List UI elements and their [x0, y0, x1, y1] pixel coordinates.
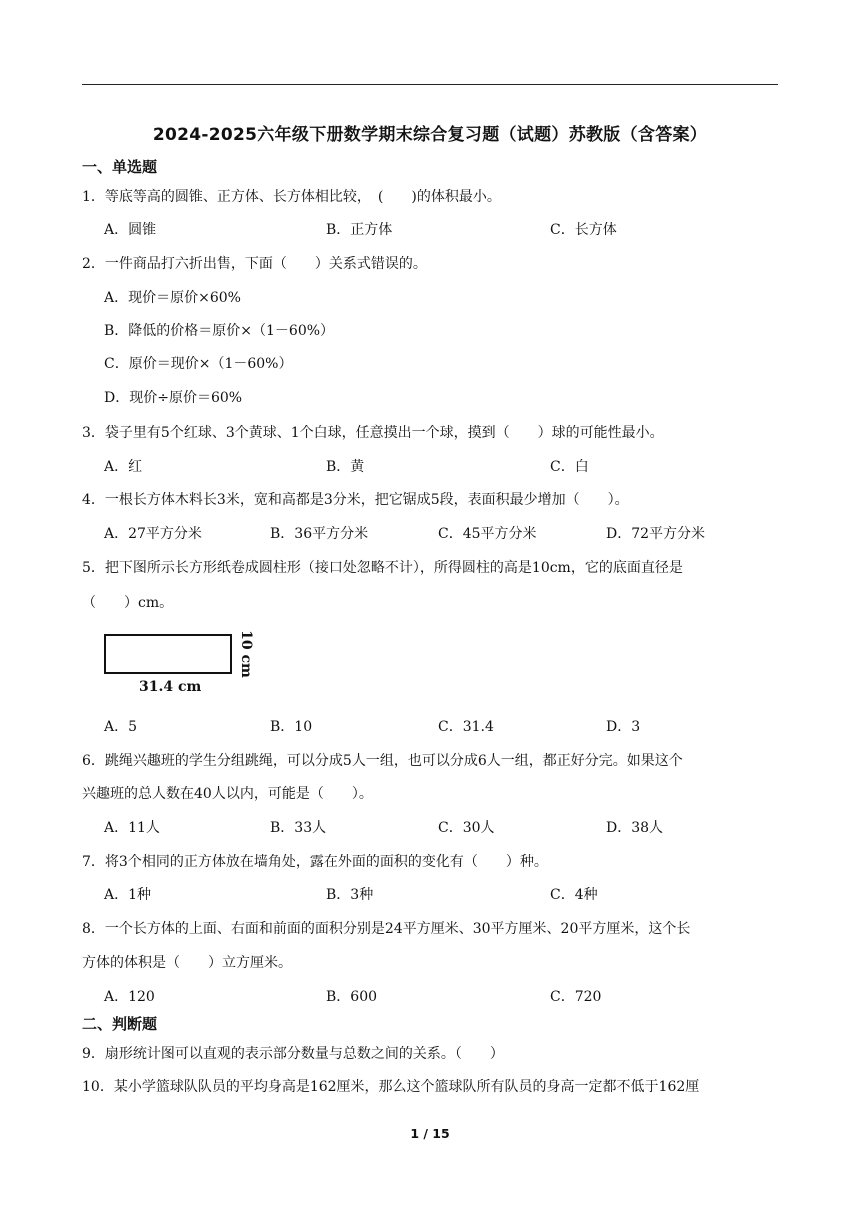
q8-option-c[interactable]: C．720: [550, 989, 602, 1005]
question-5-line-2: （ ）cm。: [82, 595, 174, 611]
question-8-line-2: 方体的体积是（ ）立方厘米。: [82, 955, 292, 971]
question-8-line-1: 8．一个长方体的上面、右面和前面的面积分别是24平方厘米、30平方厘米、20平方厘米，这个长: [82, 921, 691, 937]
q8-option-a[interactable]: A．120: [104, 989, 155, 1005]
question-1: 1．等底等高的圆锥、正方体、长方体相比较， ( )的体积最小。: [82, 189, 501, 205]
question-3: 3．袋子里有5个红球、3个黄球、1个白球，任意摸出一个球，摸到（ ）球的可能性最小。: [82, 425, 664, 441]
section-heading-single-choice: 一、单选题: [82, 158, 158, 176]
q6-option-a[interactable]: A．11人: [104, 820, 160, 836]
q2-option-d[interactable]: D．现价÷原价＝60%: [104, 390, 243, 406]
q7-option-c[interactable]: C．4种: [550, 887, 598, 903]
q1-option-c[interactable]: C．长方体: [550, 222, 617, 238]
q7-option-a[interactable]: A．1种: [104, 887, 152, 903]
question-4: 4．一根长方体木料长3米，宽和高都是3分米，把它锯成5段，表面积最少增加（ ）。: [82, 492, 629, 508]
figure-height-label-wrap: [237, 632, 255, 676]
q4-option-a[interactable]: A．27平方分米: [104, 526, 202, 542]
q6-option-d[interactable]: D．38人: [606, 820, 664, 836]
document-title: 2024-2025六年级下册数学期末综合复习题（试题）苏教版（含答案）: [152, 125, 708, 145]
q4-option-c[interactable]: C．45平方分米: [438, 526, 537, 542]
question-5-line-1: 5．把下图所示长方形纸卷成圆柱形（接口处忽略不计），所得圆柱的高是10cm，它的底面直径是: [82, 560, 683, 576]
q1-option-a[interactable]: A．圆锥: [104, 222, 157, 238]
question-9: 9．扇形统计图可以直观的表示部分数量与总数之间的关系。（ ）: [82, 1046, 504, 1062]
page-number: 1 / 15: [410, 1126, 450, 1141]
q4-option-d[interactable]: D．72平方分米: [606, 526, 706, 542]
figure-height-label: 10 cm: [238, 630, 254, 678]
q3-option-a[interactable]: A．红: [104, 459, 143, 475]
q5-option-d[interactable]: D．3: [606, 719, 641, 735]
q3-option-c[interactable]: C．白: [550, 459, 589, 475]
q6-option-b[interactable]: B．33人: [270, 820, 327, 836]
q2-option-b[interactable]: B．降低的价格＝原价×（1－60%）: [104, 323, 335, 339]
question-10: 10．某小学篮球队队员的平均身高是162厘米，那么这个篮球队所有队员的身高一定都不低于162厘: [82, 1079, 700, 1095]
question-7: 7．将3个相同的正方体放在墙角处，露在外面的面积的变化有（ ）种。: [82, 854, 548, 870]
q7-option-b[interactable]: B．3种: [326, 887, 374, 903]
q5-option-b[interactable]: B．10: [270, 719, 313, 735]
q2-option-a[interactable]: A．现价＝原价×60%: [104, 290, 241, 306]
section-heading-true-false: 二、判断题: [82, 1015, 158, 1033]
q4-option-b[interactable]: B．36平方分米: [270, 526, 369, 542]
q1-option-b[interactable]: B．正方体: [326, 222, 393, 238]
figure-width-label: 31.4 cm: [139, 679, 202, 695]
rectangle-figure: [104, 634, 232, 674]
question-6-line-1: 6．跳绳兴趣班的学生分组跳绳，可以分成5人一组，也可以分成6人一组，都正好分完。如果这个: [82, 753, 683, 769]
question-2: 2．一件商品打六折出售，下面（ ）关系式错误的。: [82, 256, 427, 272]
question-6-line-2: 兴趣班的总人数在40人以内，可能是（ ）。: [82, 786, 373, 802]
q6-option-c[interactable]: C．30人: [438, 820, 495, 836]
q5-option-c[interactable]: C．31.4: [438, 719, 494, 735]
q8-option-b[interactable]: B．600: [326, 989, 378, 1005]
q5-option-a[interactable]: A．5: [104, 719, 138, 735]
q3-option-b[interactable]: B．黄: [326, 459, 365, 475]
q2-option-c[interactable]: C．原价＝现价×（1－60%）: [104, 356, 293, 372]
header-rule: [82, 84, 778, 85]
